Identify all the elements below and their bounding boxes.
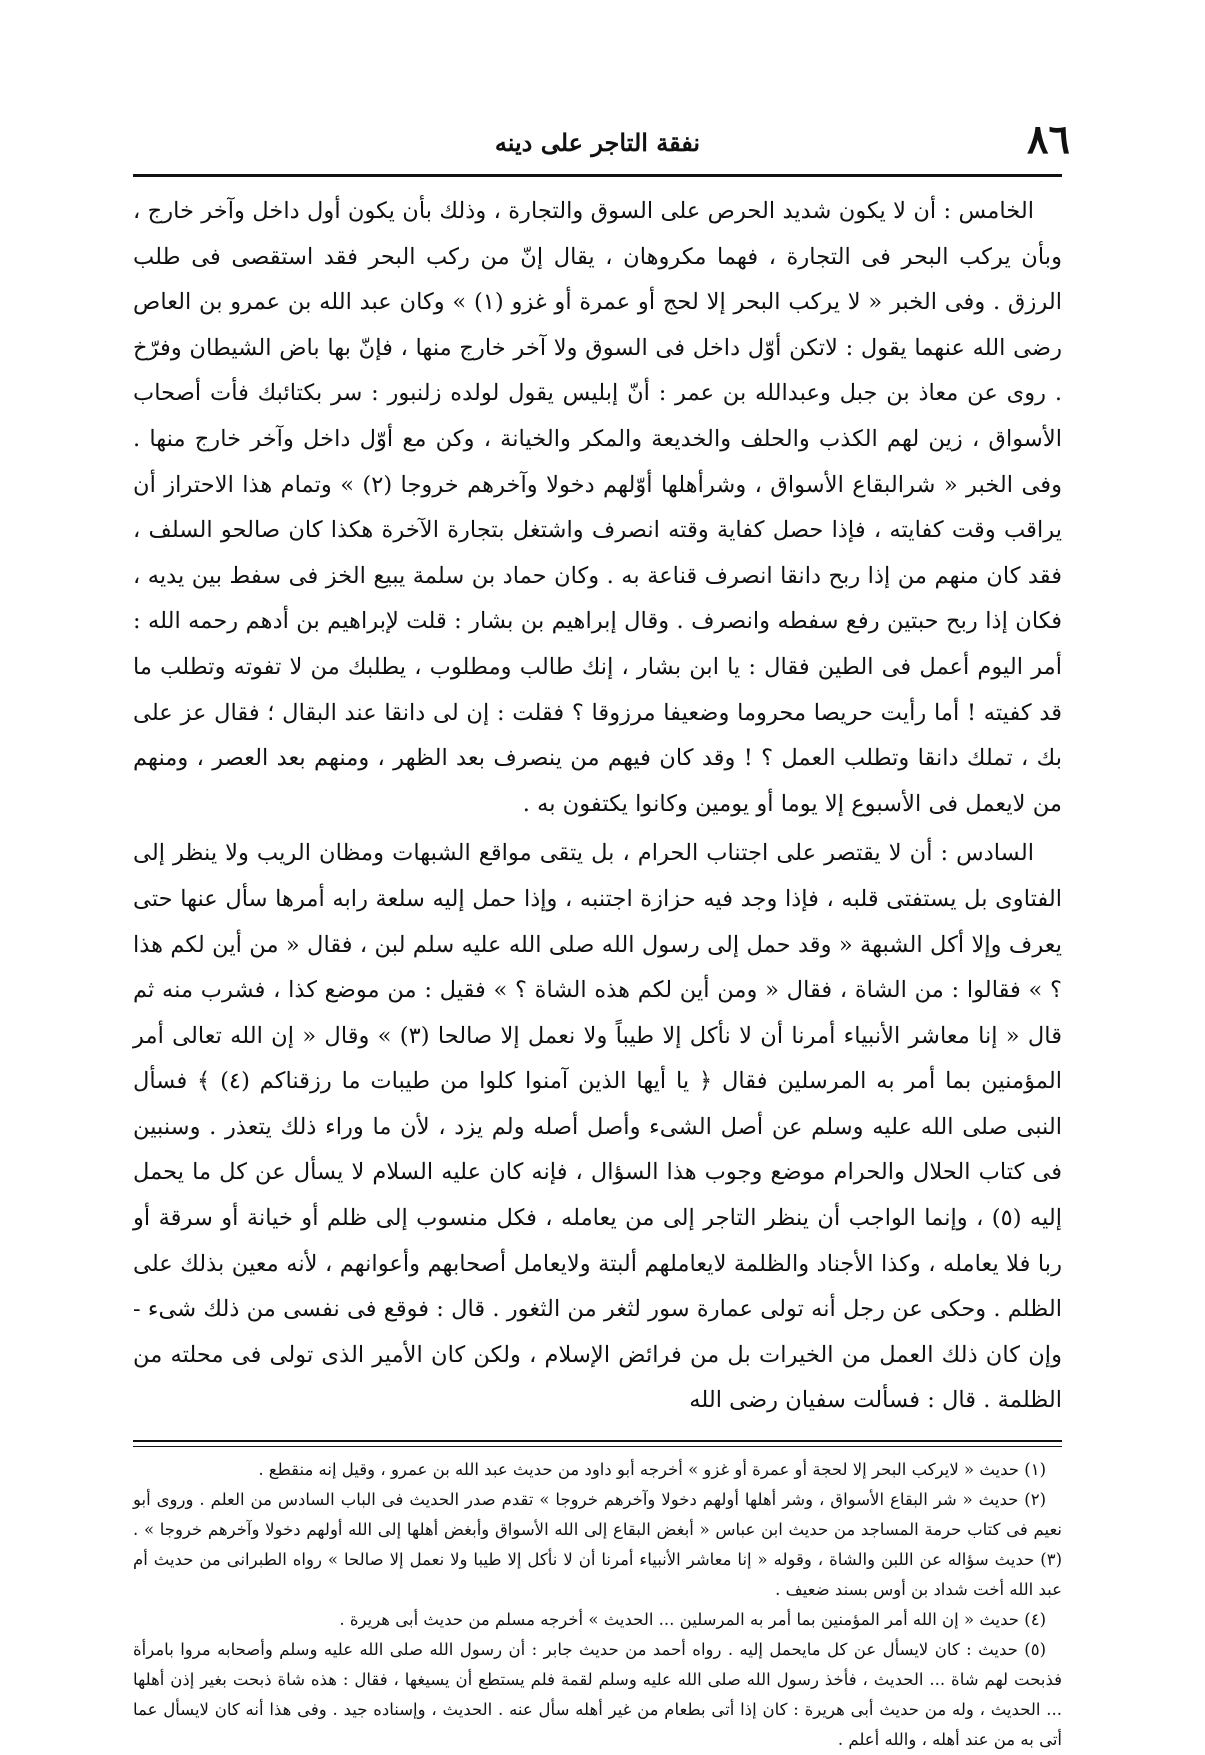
paragraph-fifth: الخامس : أن لا يكون شديد الحرص على السوق والتجارة ، وذلك بأن يكون أول داخل وآخر خارج ، وبأن يركب البحر فى التجارة ، فهما مكروهان ، يقال إنّ من ركب البحر فقد استقصى فى طلب الرزق . وفى الخبر « لا يركب البحر إلا لحج أو عمرة أو غزو (١) » وكان عبد الله بن عمرو بن العاص رضى الله عنهما يقول : لاتكن أوّل داخل فى السوق ولا آخر خارج منها ، فإنّ بها باض الشيطان وفرّخ . روى عن معاذ بن جبل وعبدالله بن عمر : أنّ إبليس يقول لولده زلنبور : سر بكتائبك فأت أصحاب الأسواق ، زين لهم الكذب والحلف والخديعة والمكر والخيانة ، وكن مع أوّل داخل وآخر خارج منها . وفى الخبر « شرالبقاع الأسواق ، وشرأهلها أوّلهم دخولا وآخرهم خروجا (٢) » وتمام هذا الاحتراز أن يراقب وقت كفايته ، فإذا حصل كفاية وقته انصرف واشتغل بتجارة الآخرة هكذا كان صالحو السلف ، فقد كان منهم من إذا ربح دانقا انصرف قناعة به . وكان حماد بن سلمة يبيع الخز فى سفط بين يديه ، فكان إذا ربح حبتين رفع سفطه وانصرف . وقال إبراهيم بن بشار : قلت لإبراهيم بن أدهم رحمه الله : أمر اليوم أعمل فى الطين فقال : يا ابن بشار ، إنك طالب ومطلوب ، يطلبك من لا تفوته وتطلب ما قد كفيته ! أما رأيت حريصا محروما وضعيفا مرزوقا ؟ فقلت : إن لى دانقا عند البقال ؛ فقال عز على بك ، تملك دانقا وتطلب العمل ؟ ! وقد كان فيهم من ينصرف بعد الظهر ، ومنهم بعد العصر ، ومنهم من لايعمل فى الأسبوع إلا يوما أو يومين وكانوا يكتفون به . xyxy=(133,198,1062,817)
main-text xyxy=(133,189,1062,1424)
footnote-divider xyxy=(133,1440,1062,1447)
footnote-5: (٥) حديث : كان لايسأل عن كل مايحمل إليه . رواه أحمد من حديث جابر : أن رسول الله صلى الله عليه وسلم وأصحابه مروا بامرأة فذبحت لهم شاة ... الحديث ، فأخذ رسول الله صلى الله عليه وسلم لقمة فلم يستطع أن يسيغها ، فقال : هذه شاة ذبحت بغير إذن أهلها ... الحديث ، وله من حديث أبى هريرة : كان إذا أتى بطعام من غير أهله سأل عنه . الحديث ، وإسناده جيد . وفى هذا أنه كان لايسأل عما أتى به من عند أهله ، والله أعلم . xyxy=(133,1640,1062,1750)
paragraph-sixth: السادس : أن لا يقتصر على اجتناب الحرام ، بل يتقى مواقع الشبهات ومظان الريب ولا ينظر إلى الفتاوى بل يستفتى قلبه ، فإذا وجد فيه حزازة اجتنبه ، وإذا حمل إليه سلعة رابه أمرها سأل عنها حتى يعرف وإلا أكل الشبهة « وقد حمل إلى رسول الله صلى الله عليه سلم لبن ، فقال « من أين لكم هذا ؟ » فقالوا : من الشاة ، فقال « ومن أين لكم هذه الشاة ؟ » فقيل : من موضع كذا ، فشرب منه ثم قال « إنا معاشر الأنبياء أمرنا أن لا نأكل إلا طيباً ولا نعمل إلا صالحا (٣) » وقال « إن الله تعالى أمر المؤمنين بما أمر به المرسلين فقال ﴿ يا أيها الذين آمنوا كلوا من طيبات ما رزقناكم (٤) ﴾ فسأل النبى صلى الله عليه وسلم عن أصل الشىء وأصل أصله ولم يزد ، لأن ما وراء ذلك يتعذر . وسنبين فى كتاب الحلال والحرام موضع وجوب هذا السؤال ، فإنه كان عليه السلام لا يسأل عن كل ما يحمل إليه (٥) ، وإنما الواجب أن ينظر التاجر إلى من يعامله ، فكل منسوب إلى ظلم أو خيانة أو سرقة أو ربا فلا يعامله ، وكذا الأجناد والظلمة لايعاملهم ألبتة ولايعامل أصحابهم وأعوانهم ، لأنه معين بذلك على الظلم . وحكى عن رجل أنه تولى عمارة سور لثغر من الثغور . قال : فوقع فى نفسى من ذلك شىء - وإن كان ذلك العمل من الخيرات بل من فرائض الإسلام ، ولكن كان الأمير الذى تولى فى محلته من الظلمة . قال : فسألت سفيان رضى الله xyxy=(133,840,1062,1414)
page-number: ٨٦ xyxy=(1027,116,1070,163)
footnote-2-3: (٢) حديث « شر البقاع الأسواق ، وشر أهلها أولهم دخولا وآخرهم خروجا » تقدم صدر الحديث فى الباب السادس من العلم . وروى أبو نعيم فى كتاب حرمة المساجد من حديث ابن عباس « أبغض البقاع إلى الله الأسواق وأبغض أهلها إلى الله أولهم دخولا وآخرهم خروجا » . (٣) حديث سؤاله عن اللبن والشاة ، وقوله « إنا معاشر الأنبياء أمرنا أن لا نأكل إلا طيبا ولا نعمل إلا صالحا » رواه الطبرانى من حديث أم عبد الله أخت شداد بن أوس بسند ضعيف . xyxy=(133,1490,1062,1600)
footnote-4: (٤) حديث « إن الله أمر المؤمنين بما أمر به المرسلين ... الحديث » أخرجه مسلم من حديث أبى هريرة . xyxy=(339,1610,1046,1630)
footnote-1: (١) حديث « لايركب البحر إلا لحجة أو عمرة أو غزو » أخرجه أبو داود من حديث عبد الله بن عمرو ، وقيل إنه منقطع . xyxy=(258,1460,1046,1480)
page-header xyxy=(133,116,1070,177)
running-title: نفقة التاجر على دينه xyxy=(494,128,701,157)
footnotes xyxy=(133,1455,1062,1755)
